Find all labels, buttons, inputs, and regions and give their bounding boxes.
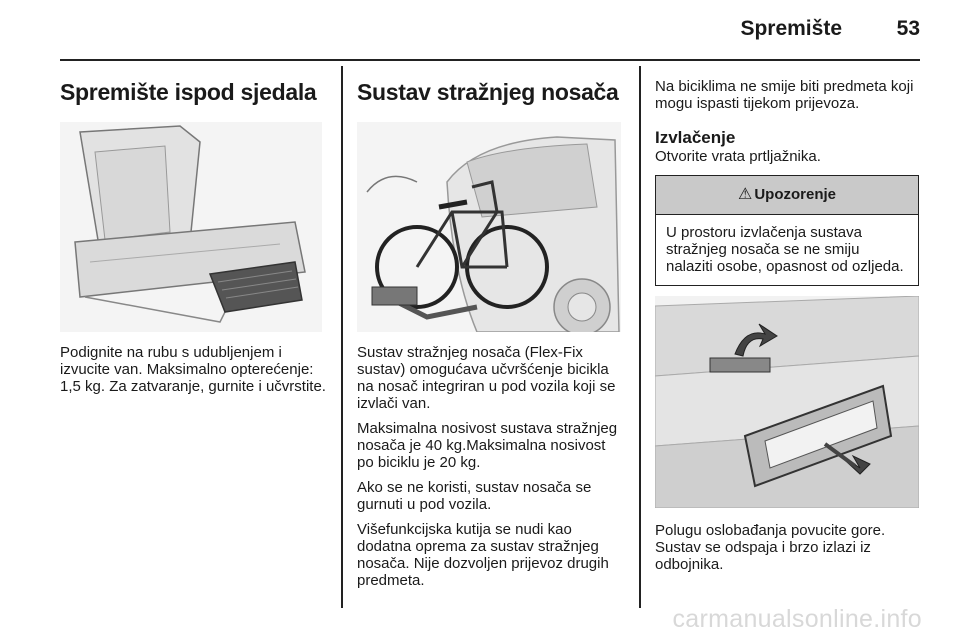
page-number: 53 (896, 17, 920, 40)
section-title-rear-carrier: Sustav stražnjeg nosača (357, 79, 619, 105)
column-underseat-storage (60, 66, 328, 395)
carrier-stow: Ako se ne koristi, sustav nosača se gurnuti u pod vozila. (357, 479, 592, 513)
warning-box (655, 175, 919, 286)
seat-drawer-illustration (60, 122, 322, 332)
carrier-capacity: Maksimalna nosivost sustava stražnjeg nosača je 40 kg.Maksimalna nosivost po biciklu je 20 kg. (357, 420, 618, 471)
column-divider-2 (639, 66, 641, 608)
header-rule (60, 59, 920, 61)
section-title-underseat: Spremište ispod sjedala (60, 79, 317, 105)
release-lever-text: Polugu oslobađanja povucite gore. Sustav se odspaja i brzo izlazi iz odbojnika. (655, 522, 886, 573)
carrier-multibox: Višefunkcijska kutija se nudi kao dodatna oprema za sustav stražnjeg nosača. Nije dozvoljen prijevoz drugih predmeta. (357, 521, 609, 589)
bike-items-note: Na biciklima ne smije biti predmeta koji mogu ispasti tijekom prijevoza. (655, 78, 914, 112)
column-rear-carrier (357, 66, 625, 589)
column-divider-1 (341, 66, 343, 608)
release-lever-illustration (655, 296, 919, 508)
column-extraction (655, 66, 921, 573)
warning-text: U prostoru izvlačenja sustava stražnjeg nosača se ne smiju nalaziti osobe, opasnost od ozljeda. (666, 224, 904, 275)
warning-header (656, 176, 918, 215)
warning-title: Upozorenje (754, 186, 837, 203)
warning-triangle-icon: ⚠ (737, 186, 753, 203)
subsection-title-extraction: Izvlačenje (655, 128, 736, 147)
watermark: carmanualsonline.info (672, 605, 922, 633)
bike-carrier-illustration (357, 122, 621, 332)
header-title: Spremište (740, 17, 842, 40)
carrier-description: Sustav stražnjeg nosača (Flex-Fix sustav) omogućava učvršćenje bicikla na nosač integriran u pod vozila koji se izvlači van. (357, 344, 616, 412)
open-tailgate-text: Otvorite vrata prtljažnika. (655, 148, 821, 165)
underseat-text: Podignite na rubu s udubljenjem i izvucite van. Maksimalno opterećenje: 1,5 kg. Za zatvaranje, gurnite i učvrstite. (60, 344, 326, 395)
